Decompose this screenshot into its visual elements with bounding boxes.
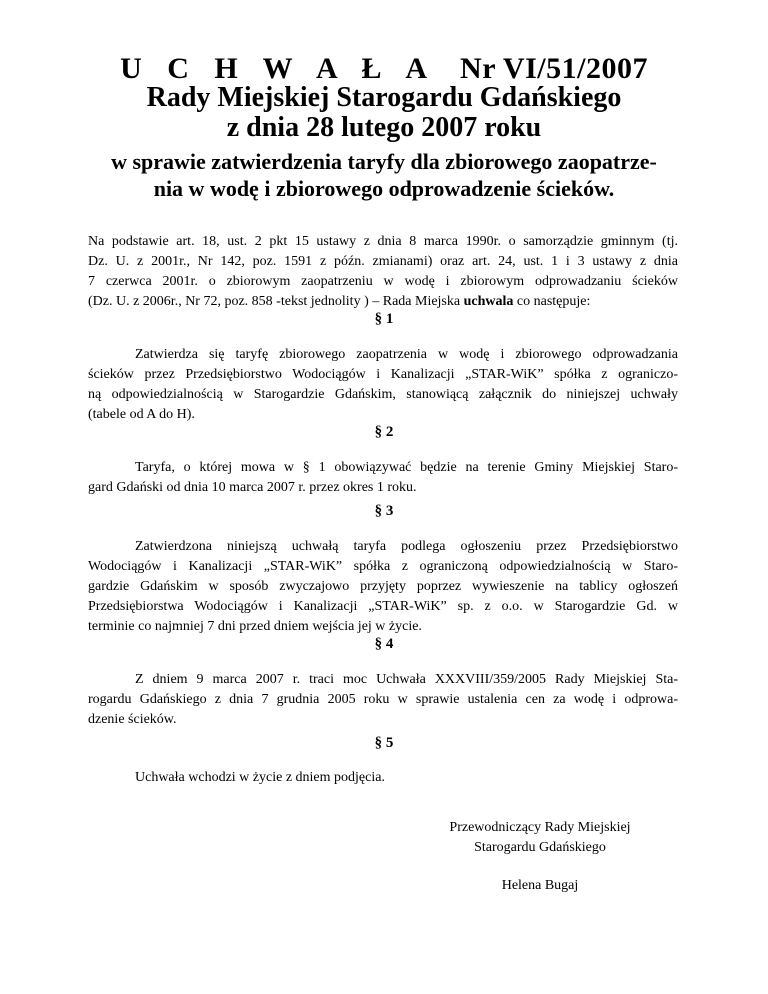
section-3-heading: § 3 bbox=[374, 503, 394, 519]
section-2-heading: § 2 bbox=[374, 424, 394, 440]
section-4-line-2: rogardu Gdańskiego z dnia 7 grudnia 2005 roku w sprawie ustalenia cen za wodę i odprowa- bbox=[88, 692, 678, 707]
section-5-heading: § 5 bbox=[374, 735, 394, 751]
section-4-line-3: dzenie ścieków. bbox=[88, 712, 177, 727]
preamble-line-3: 7 czerwca 2001r. o zbiorowym zaopatrzeniu w wodę i zbiorowym odprowadzaniu ścieków bbox=[88, 274, 678, 289]
section-1-line-4: (tabele od A do H). bbox=[88, 407, 195, 422]
section-1-heading: § 1 bbox=[374, 311, 394, 327]
resolution-title bbox=[0, 52, 768, 86]
section-1-line-3: ną odpowiedzialnością w Starogardzie Gdańskim, stanowiącą załącznik do niniejszej uchwały bbox=[88, 387, 678, 402]
section-4-heading: § 4 bbox=[374, 636, 394, 652]
council-name: Rady Miejskiej Starogardu Gdańskiego bbox=[146, 82, 622, 113]
preamble-keyword: uchwala bbox=[463, 294, 514, 309]
preamble-line-1: Na podstawie art. 18, ust. 2 pkt 15 ustawy z dnia 8 marca 1990r. o samorządzie gminnym (tj. bbox=[88, 234, 678, 249]
subject-line-2: nia w wodę i zbiorowego odprowadzenie ścieków. bbox=[153, 176, 615, 201]
section-4-line-1: Z dniem 9 marca 2007 r. traci moc Uchwała XXXVIII/359/2005 Rady Miejskiej Sta- bbox=[135, 672, 678, 687]
section-3-line-5: terminie co najmniej 7 dni przed dniem wejścia jej w życie. bbox=[88, 619, 422, 634]
section-3-line-3: gardzie Gdańskim w sposób zwyczajowo przyjęty poprzez wywieszenie na tablicy ogłoszeń bbox=[88, 579, 678, 594]
section-3-line-2: Wodociągów i Kanalizacji „STAR-WiK” spółka z ograniczoną odpowiedzialnością w Staro- bbox=[88, 559, 678, 574]
signature-role-line-1: Przewodniczący Rady Miejskiej bbox=[449, 820, 631, 835]
section-2-line-2: gard Gdański od dnia 10 marca 2007 r. przez okres 1 roku. bbox=[88, 480, 417, 495]
preamble-line-4-start: (Dz. U. z 2006r., Nr 72, poz. 858 -tekst jednolity ) – Rada Miejska bbox=[88, 294, 464, 309]
resolution-subject bbox=[80, 148, 688, 202]
preamble-paragraph bbox=[88, 232, 678, 312]
section-4-paragraph bbox=[88, 670, 678, 730]
resolution-number: Nr VI/51/2007 bbox=[460, 52, 648, 85]
section-3-line-4: Przedsiębiorstwa Wodociągów i Kanalizacji „STAR-WiK” sp. z o.o. w Starogardzie Gd. w bbox=[88, 599, 678, 614]
signature-role-line-2: Starogardu Gdańskiego bbox=[474, 840, 606, 855]
section-1-line-2: ścieków przez Przedsiębiorstwo Wodociągów i Kanalizacji „STAR-WiK” spółka z ograniczo- bbox=[88, 367, 678, 382]
section-2-line-1: Taryfa, o której mowa w § 1 obowiązywać będzie na terenie Gminy Miejskiej Staro- bbox=[135, 460, 678, 475]
resolution-word: U C H W A Ł A bbox=[120, 52, 437, 85]
section-5-paragraph bbox=[88, 768, 678, 788]
preamble-line-4-end: co następuje: bbox=[513, 294, 591, 309]
section-3-paragraph bbox=[88, 537, 678, 637]
signature-name: Helena Bugaj bbox=[501, 878, 579, 893]
subject-line-1: w sprawie zatwierdzenia taryfy dla zbiorowego zaopatrze- bbox=[111, 149, 657, 174]
section-3-line-1: Zatwierdzona niniejszą uchwałą taryfa podlega ogłoszeniu przez Przedsiębiorstwo bbox=[135, 539, 678, 554]
preamble-line-2: Dz. U. z 2001r., Nr 142, poz. 1591 z późn. zmianami) oraz art. 24, ust. 1 i 3 ustawy z dnia bbox=[88, 254, 678, 269]
section-2-paragraph bbox=[88, 458, 678, 498]
section-1-line-1: Zatwierdza się taryfę zbiorowego zaopatrzenia w wodę i zbiorowego odprowadzania bbox=[135, 347, 678, 362]
section-1-paragraph bbox=[88, 345, 678, 425]
resolution-date: z dnia 28 lutego 2007 roku bbox=[226, 112, 542, 143]
preamble-line-4 bbox=[88, 292, 678, 312]
signature-block bbox=[420, 818, 660, 896]
section-5-line-1: Uchwała wchodzi w życie z dniem podjęcia. bbox=[135, 770, 385, 785]
